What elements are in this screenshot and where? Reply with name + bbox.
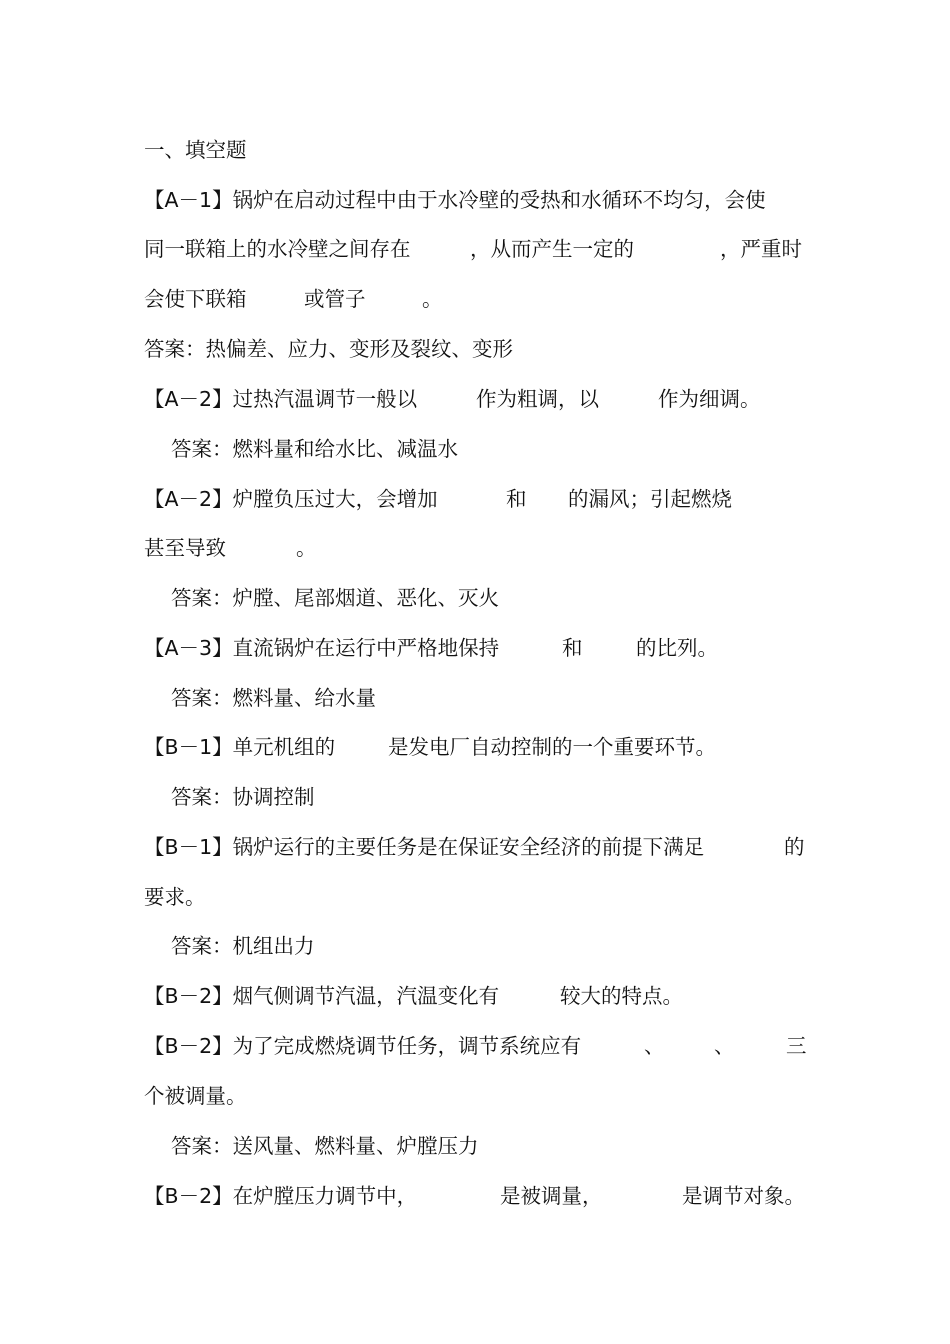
question-a2-2-line2: [144, 533, 824, 563]
question-text: 或管子: [304, 287, 366, 311]
question-text: 【B－2】为了完成燃烧调节任务，调节系统应有: [144, 1034, 582, 1058]
question-text: 是被调量，: [500, 1184, 603, 1208]
question-text: 【B－1】锅炉运行的主要任务是在保证安全经济的前提下满足: [144, 835, 705, 859]
answer-text: 答案：燃料量和给水比、减温水: [171, 437, 458, 461]
answer-text: 答案：炉膛、尾部烟道、恶化、灭火: [171, 586, 499, 610]
question-text: 个被调量。: [144, 1084, 247, 1108]
question-b2-1: [144, 981, 824, 1011]
question-text: 作为粗调，以: [476, 387, 599, 411]
question-text: 、: [714, 1034, 735, 1058]
question-text: 【B－2】烟气侧调节汽温，汽温变化有: [144, 984, 500, 1008]
question-text: 要求。: [144, 885, 206, 909]
question-text: 【A－2】过热汽温调节一般以: [144, 387, 418, 411]
question-b1-1: [144, 732, 824, 762]
question-text: 较大的特点。: [560, 984, 683, 1008]
answer-a2-2: [171, 583, 851, 613]
section-title-text: 一、填空题: [144, 138, 247, 162]
question-b2-3: [144, 1181, 824, 1211]
question-b1-2: [144, 832, 824, 862]
answer-b1-1: [171, 782, 851, 812]
answer-text: 答案：热偏差、应力、变形及裂纹、变形: [144, 337, 513, 361]
question-text: 和: [562, 636, 583, 660]
question-text: 的比列。: [636, 636, 718, 660]
answer-text: 答案：送风量、燃料量、炉膛压力: [171, 1134, 479, 1158]
section-title: [144, 135, 824, 165]
answer-a1: [144, 334, 824, 364]
question-text: 。: [422, 287, 443, 311]
question-text: 【B－2】在炉膛压力调节中，: [144, 1184, 418, 1208]
question-text: 。: [296, 536, 317, 560]
question-a2-1: [144, 384, 824, 414]
question-a1-line1: [144, 185, 824, 215]
question-a1-line3: [144, 284, 824, 314]
question-text: 是发电厂自动控制的一个重要环节。: [388, 735, 716, 759]
question-text: ，从而产生一定的: [470, 237, 634, 261]
question-text: 的: [784, 835, 805, 859]
question-a3: [144, 633, 824, 663]
question-b1-2-line2: [144, 882, 824, 912]
question-text: 【A－2】炉膛负压过大，会增加: [144, 487, 438, 511]
question-text: 【A－3】直流锅炉在运行中严格地保持: [144, 636, 500, 660]
question-text: 同一联箱上的水冷壁之间存在: [144, 237, 411, 261]
question-text: 【A－1】锅炉在启动过程中由于水冷壁的受热和水循环不均匀，会使: [144, 188, 766, 212]
answer-text: 答案：协调控制: [171, 785, 315, 809]
answer-b1-2: [171, 931, 851, 961]
question-text: 和: [506, 487, 527, 511]
answer-a3: [171, 683, 851, 713]
question-text: 、: [644, 1034, 665, 1058]
question-b2-2: [144, 1031, 824, 1061]
answer-text: 答案：燃料量、给水量: [171, 686, 376, 710]
question-a1-line2: [144, 234, 824, 264]
question-text: 甚至导致: [144, 536, 226, 560]
answer-a2-1: [171, 434, 851, 464]
question-text: 是调节对象。: [682, 1184, 805, 1208]
answer-b2-2: [171, 1131, 851, 1161]
answer-text: 答案：机组出力: [171, 934, 315, 958]
question-a2-2: [144, 484, 824, 514]
question-text: ，严重时: [720, 237, 802, 261]
question-text: 【B－1】单元机组的: [144, 735, 336, 759]
question-text: 作为细调。: [658, 387, 761, 411]
question-b2-2-line2: [144, 1081, 824, 1111]
question-text: 会使下联箱: [144, 287, 247, 311]
question-text: 三: [786, 1034, 807, 1058]
question-text: 的漏风；引起燃烧: [568, 487, 732, 511]
